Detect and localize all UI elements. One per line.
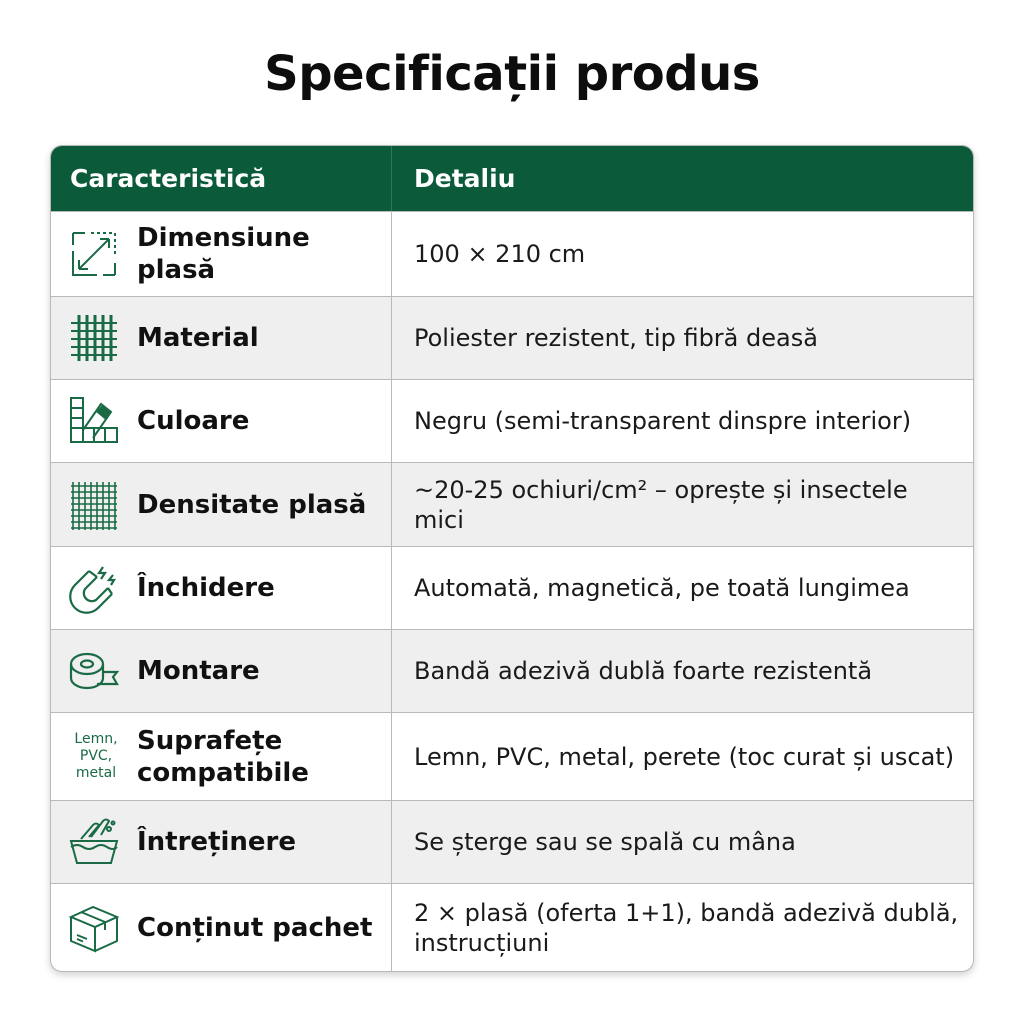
tape-roll-icon <box>67 641 137 701</box>
row-label: Culoare <box>137 406 250 436</box>
row-label: Închidere <box>137 573 275 603</box>
table-header <box>51 146 973 211</box>
table-row <box>51 800 973 883</box>
row-label: Întreținere <box>137 827 297 857</box>
table-row <box>51 462 973 546</box>
row-value: Automată, magnetică, pe toată lungimea <box>414 574 910 602</box>
row-value: 100 × 210 cm <box>414 240 586 268</box>
row-label: Densitate plasă <box>137 489 367 520</box>
row-label: Dimensiune plasă <box>137 223 310 285</box>
row-value: Bandă adezivă dublă foarte rezistentă <box>414 657 873 685</box>
header-detail: Detaliu <box>414 164 516 193</box>
page-title: Specificații produs <box>264 46 760 102</box>
table-row <box>51 712 973 800</box>
table-row <box>51 296 973 379</box>
table-row <box>51 629 973 712</box>
surfaces-text-icon: Lemn, PVC, metal <box>74 731 118 781</box>
table-row <box>51 379 973 462</box>
table-row <box>51 883 973 971</box>
hand-wash-icon <box>67 812 137 872</box>
row-label: Material <box>137 323 259 353</box>
row-value: Se șterge sau se spală cu mâna <box>414 828 796 856</box>
woven-mesh-icon <box>67 308 137 368</box>
row-value: ~20-25 ochiuri/cm² – oprește și insectele mici <box>414 475 908 534</box>
row-label: Montare <box>137 656 260 686</box>
row-label: Suprafețe compatibile <box>137 725 309 788</box>
resize-arrow-icon <box>67 224 137 284</box>
row-value: Lemn, PVC, metal, perete (toc curat și uscat) <box>414 742 955 771</box>
grid-density-icon <box>67 475 137 535</box>
row-value: Poliester rezistent, tip fibră deasă <box>414 324 818 352</box>
row-value: 2 × plasă (oferta 1+1), bandă adezivă dublă, instrucțiuni <box>414 898 959 957</box>
table-row <box>51 546 973 629</box>
header-characteristic: Caracteristică <box>51 146 392 211</box>
magnet-icon <box>67 558 137 618</box>
table-row <box>51 211 973 296</box>
specs-table <box>50 145 974 972</box>
row-label: Conținut pachet <box>137 912 373 943</box>
package-box-icon <box>67 898 137 958</box>
color-swatch-icon <box>67 391 137 451</box>
row-value: Negru (semi-transparent dinspre interior) <box>414 407 912 435</box>
